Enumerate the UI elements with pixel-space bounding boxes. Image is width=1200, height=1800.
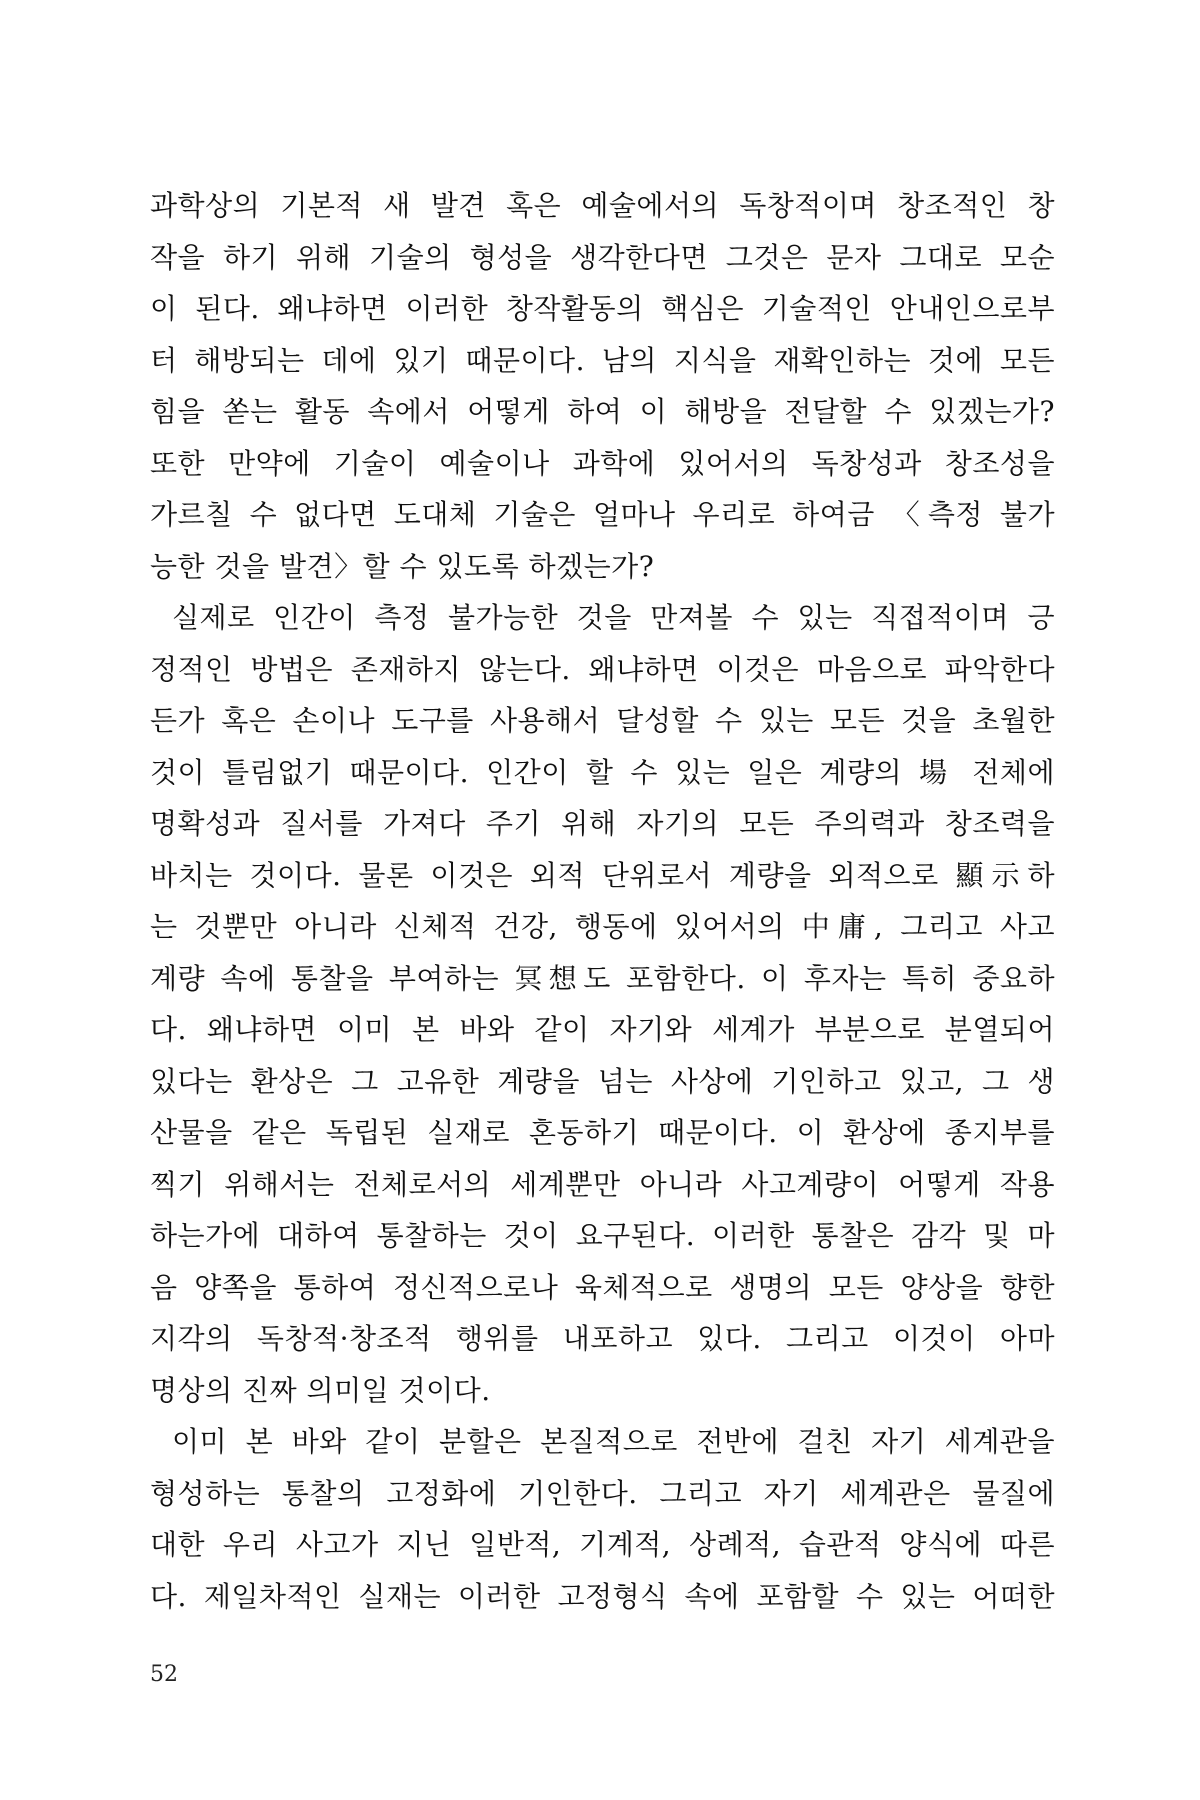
- text-line: 는 것뿐만 아니라 신체적 건강, 행동에 있어서의 中庸, 그리고 사고: [150, 910, 1055, 943]
- text-line: 음 양쪽을 통하여 정신적으로나 육체적으로 생명의 모든 양상을 향한: [150, 1270, 1055, 1304]
- text-line: 과학상의 기본적 새 발견 혹은 예술에서의 독창적이며 창조적인 창: [150, 189, 1055, 222]
- text-line: 명확성과 질서를 가져다 주기 위해 자기의 모든 주의력과 창조력을: [150, 807, 1055, 840]
- text-line: 가르칠 수 없다면 도대체 기술은 얼마나 우리로 하여금 〈측정 불가: [150, 498, 1055, 531]
- text-line: 또한 만약에 기술이 예술이나 과학에 있어서의 독창성과 창조성을: [150, 446, 1055, 480]
- text-line: 다. 왜냐하면 이미 본 바와 같이 자기와 세계가 부분으로 분열되어: [150, 1013, 1055, 1046]
- paragraph-1: [150, 180, 1055, 592]
- text-line: 이미 본 바와 같이 분할은 본질적으로 전반에 걸친 자기 세계관을: [172, 1425, 1055, 1458]
- text-line: 찍기 위해서는 전체로서의 세계뿐만 아니라 사고계량이 어떻게 작용: [150, 1167, 1055, 1201]
- text-line: 형성하는 통찰의 고정화에 기인한다. 그리고 자기 세계관은 물질에: [150, 1476, 1055, 1510]
- text-line: 대한 우리 사고가 지닌 일반적, 기계적, 상례적, 습관적 양식에 따른: [150, 1528, 1055, 1561]
- text-line: 든가 혹은 손이나 도구를 사용해서 달성할 수 있는 모든 것을 초월한: [150, 704, 1055, 737]
- text-line: 계량 속에 통찰을 부여하는 冥想도 포함한다. 이 후자는 특히 중요하: [150, 961, 1055, 995]
- text-line: 하는가에 대하여 통찰하는 것이 요구된다. 이러한 통찰은 감각 및 마: [150, 1219, 1055, 1252]
- text-line: 지각의 독창적·창조적 행위를 내포하고 있다. 그리고 이것이 아마: [150, 1322, 1055, 1355]
- page-number: 52: [150, 1662, 178, 1687]
- text-line: 힘을 쏟는 활동 속에서 어떻게 하여 이 해방을 전달할 수 있겠는가?: [150, 395, 1055, 428]
- text-line: 정적인 방법은 존재하지 않는다. 왜냐하면 이것은 마음으로 파악한다: [150, 652, 1055, 686]
- text-line: 명상의 진짜 의미일 것이다.: [150, 1373, 491, 1407]
- text-line: 터 해방되는 데에 있기 때문이다. 남의 지식을 재확인하는 것에 모든: [150, 343, 1055, 377]
- text-line: 바치는 것이다. 물론 이것은 외적 단위로서 계량을 외적으로 顯示하: [150, 858, 1055, 892]
- text-line: 있다는 환상은 그 고유한 계량을 넘는 사상에 기인하고 있고, 그 생: [150, 1064, 1055, 1098]
- text-line: 것이 틀림없기 때문이다. 인간이 할 수 있는 일은 계량의 場 전체에: [150, 755, 1055, 789]
- text-line: 실제로 인간이 측정 불가능한 것을 만져볼 수 있는 직접적이며 긍: [172, 601, 1055, 634]
- text-line: 이 된다. 왜냐하면 이러한 창작활동의 핵심은 기술적인 안내인으로부: [150, 292, 1055, 325]
- body-text: [150, 180, 1055, 1622]
- text-line: 작을 하기 위해 기술의 형성을 생각한다면 그것은 문자 그대로 모순: [150, 240, 1055, 274]
- paragraph-3: [150, 1416, 1055, 1622]
- paragraph-2: [150, 592, 1055, 1416]
- text-line: 다. 제일차적인 실재는 이러한 고정형식 속에 포함할 수 있는 어떠한: [150, 1579, 1055, 1613]
- text-line: 능한 것을 발견〉할 수 있도록 하겠는가?: [150, 549, 655, 583]
- text-line: 산물을 같은 독립된 실재로 혼동하기 때문이다. 이 환상에 종지부를: [150, 1116, 1055, 1149]
